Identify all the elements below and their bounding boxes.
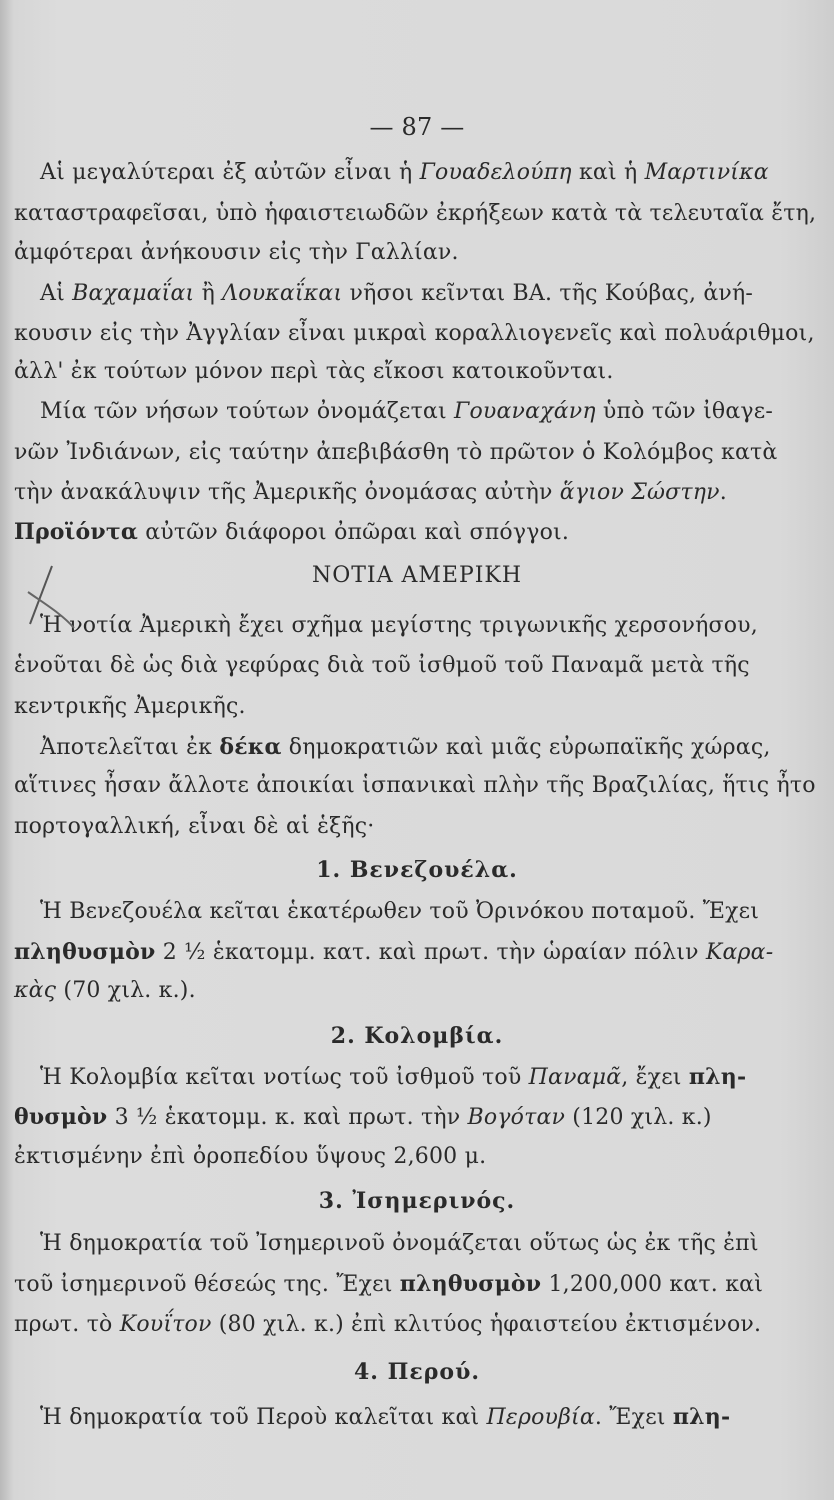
text-run: 3. Ἰσημερινός.	[318, 1188, 516, 1214]
text-run: ὑπὸ τῶν ἰθαγε-	[595, 399, 773, 424]
text-run: 3 ½ ἑκατομμ. κ. καὶ πρωτ. τὴν	[107, 1105, 468, 1130]
subsection-heading	[0, 1357, 834, 1387]
text-line	[14, 238, 810, 268]
italic-text: Βαχαμαΐαι	[72, 281, 195, 306]
text-line	[14, 1142, 810, 1172]
italic-text: Λουκαΐκαι	[222, 281, 343, 306]
page-number: — 87 —	[369, 113, 465, 141]
text-line	[14, 651, 810, 681]
text-line	[40, 732, 810, 763]
text-run: ἀμφότεραι ἀνήκουσιν εἰς τὴν Γαλλίαν.	[14, 240, 459, 265]
bold-text: πλη-	[688, 1064, 747, 1090]
text-line	[14, 1310, 810, 1340]
text-run: ἀλλ' ἐκ τούτων μόνον περὶ τὰς εἴκοσι κατοικοῦνται.	[14, 359, 614, 384]
bold-text: δέκα	[219, 734, 282, 760]
text-line	[14, 812, 810, 842]
italic-text: Γουαδελούπη	[419, 160, 572, 185]
text-run: Ἡ Βενεζουέλα κεῖται ἑκατέρωθεν τοῦ Ὀρινόκου ποταμοῦ. Ἔχει	[40, 899, 760, 924]
text-line	[14, 1102, 810, 1133]
section-heading	[0, 561, 834, 591]
text-run: 1,200,000 κατ. καὶ	[541, 1272, 764, 1297]
bold-text: Προϊόντα	[14, 519, 138, 545]
text-run: Αἱ	[40, 281, 73, 306]
text-line	[14, 438, 810, 468]
text-run: αἵτινες ἦσαν ἄλλοτε ἀποικίαι ἱσπανικαὶ πλὴν τῆς Βραζιλίας, ἥτις ἦτο	[14, 773, 816, 798]
text-run: νῆσοι κεῖνται ΒΑ. τῆς Κούβας, ἀνή-	[342, 281, 754, 306]
text-run: τὴν ἀνακάλυψιν τῆς Ἀμερικῆς ὀνομάσας αὐτὴν	[14, 480, 560, 505]
text-run: νῶν Ἰνδιάνων, εἰς ταύτην ἀπεβιβάσθη τὸ πρῶτον ὁ Κολόμβος κατὰ	[14, 440, 778, 465]
text-run: Ἡ Κολομβία κεῖται νοτίως τοῦ ἰσθμοῦ τοῦ	[40, 1065, 529, 1090]
text-run: . Ἔχει	[594, 1405, 673, 1430]
bold-text: πληθυσμὸν	[14, 939, 156, 965]
text-line	[14, 517, 810, 548]
text-run: Ἡ δημοκρατία τοῦ Περοὺ καλεῖται καὶ	[40, 1405, 487, 1430]
italic-text: Μαρτινίκα	[644, 160, 769, 185]
italic-text: Γουαναχάνη	[454, 399, 596, 424]
subsection-heading	[0, 855, 834, 885]
text-run: 2 ½ ἑκατομμ. κατ. καὶ πρωτ. τὴν ὡραίαν πόλιν	[155, 940, 706, 965]
text-line	[40, 1402, 810, 1433]
text-run: , ἔχει	[621, 1065, 689, 1090]
text-run: Μία τῶν νήσων τούτων ὀνομάζεται	[40, 399, 455, 424]
text-run: ἑνοῦται δὲ ὡς διὰ γεφύρας διὰ τοῦ ἰσθμοῦ τοῦ Παναμᾶ μετὰ τῆς	[14, 653, 750, 678]
text-line	[14, 357, 810, 387]
text-run: καταστραφεῖσαι, ὑπὸ ἡφαιστειωδῶν ἐκρήξεων κατὰ τὰ τελευταῖα ἔτη,	[14, 201, 817, 226]
italic-text: Περουβία	[486, 1405, 595, 1430]
text-run: (120 χιλ. κ.)	[565, 1105, 712, 1130]
text-run: 1. Βενεζουέλα.	[316, 857, 518, 883]
text-line	[14, 319, 815, 349]
text-run: Ἀποτελεῖται ἐκ	[40, 735, 220, 760]
text-run: Αἱ μεγαλύτεραι ἐξ αὐτῶν εἶναι ἡ	[40, 160, 420, 185]
text-line	[40, 611, 810, 641]
text-run: κεντρικῆς Ἀμερικῆς.	[14, 694, 246, 719]
italic-text: Καρα-	[705, 940, 774, 965]
text-line	[40, 158, 810, 188]
text-run: Ἡ νοτία Ἀμερικὴ ἔχει σχῆμα μεγίστης τριγωνικῆς χερσονήσου,	[40, 613, 758, 638]
text-line	[40, 897, 810, 927]
italic-text: Βογόταν	[467, 1105, 566, 1130]
text-run: .	[719, 480, 727, 505]
italic-text: ἅγιον Σώστην	[559, 480, 720, 505]
text-run: ἢ	[194, 281, 223, 306]
pencil-mark	[22, 562, 112, 632]
text-run: κουσιν εἰς τὴν Ἀγγλίαν εἶναι μικραὶ κοραλλιογενεῖς καὶ πολυάριθμοι,	[14, 321, 815, 346]
text-line	[14, 1269, 810, 1300]
text-run: δημοκρατιῶν καὶ μιᾶς εὐρωπαϊκῆς χώρας,	[281, 735, 771, 760]
text-run: πορτογαλλική, εἶναι δὲ αἱ ἑξῆς·	[14, 814, 375, 839]
subsection-heading	[0, 1186, 834, 1216]
text-run: (70 χιλ. κ.).	[56, 978, 196, 1003]
italic-text: Παναμᾶ	[528, 1065, 622, 1090]
text-line	[14, 937, 810, 968]
text-run: ΝΟΤΙΑ ΑΜΕΡΙΚΗ	[311, 563, 523, 588]
text-run: Ἡ δημοκρατία τοῦ Ἰσημερινοῦ ὀνομάζεται οὕτως ὡς ἐκ τῆς ἐπὶ	[40, 1231, 759, 1256]
bold-text: πλη-	[672, 1404, 731, 1430]
text-line	[14, 199, 817, 229]
text-line	[14, 976, 810, 1006]
text-line	[40, 397, 810, 427]
bold-text: θυσμὸν	[14, 1104, 108, 1130]
text-run: ἐκτισμένην ἐπὶ ὀροπεδίου ὕψους 2,600 μ.	[14, 1144, 487, 1169]
text-run: τοῦ ἰσημερινοῦ θέσεώς της. Ἔχει	[14, 1272, 400, 1297]
text-run: πρωτ. τὸ	[14, 1312, 120, 1337]
italic-text: Κουΐτον	[119, 1312, 212, 1337]
text-line	[14, 692, 810, 722]
text-run: (80 χιλ. κ.) ἐπὶ κλιτύος ἡφαιστείου ἐκτισμένον.	[211, 1312, 762, 1337]
bold-text: πληθυσμὸν	[399, 1271, 542, 1297]
italic-text: κὰς	[14, 978, 57, 1003]
subsection-heading	[0, 1021, 834, 1051]
text-line	[40, 1229, 810, 1259]
text-line	[40, 1062, 810, 1093]
text-run: αὐτῶν διάφοροι ὀπῶραι καὶ σπόγγοι.	[138, 520, 570, 545]
text-run: καὶ ἡ	[571, 160, 645, 185]
text-line	[14, 771, 816, 801]
text-line	[14, 478, 810, 508]
text-run: 2. Κολομβία.	[330, 1023, 504, 1049]
text-line	[40, 279, 810, 309]
text-run: 4. Περού.	[353, 1359, 480, 1385]
